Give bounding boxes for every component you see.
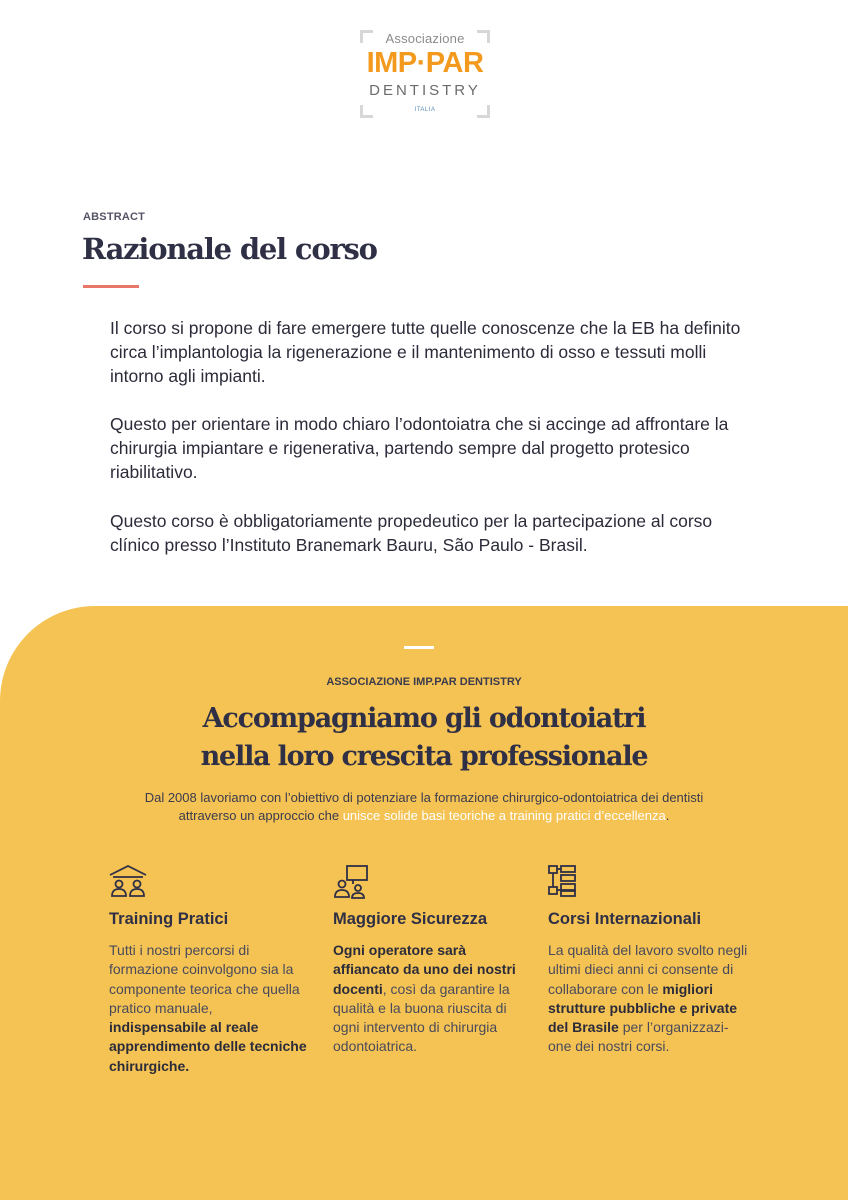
feature-safety	[333, 864, 533, 1057]
feature-text	[333, 941, 533, 1057]
feature-text-part: per l’organizzazi-one dei nostri corsi.	[548, 1019, 729, 1055]
presentation-icon	[333, 864, 373, 900]
association-eyebrow: ASSOCIAZIONE IMP.PAR DENTISTRY	[326, 676, 522, 688]
group-training-icon	[109, 864, 149, 900]
abstract-paragraph: Questo corso è obbligatoriamente propedeutico per la partecipazione al corso clínico presso l’Instituto Branemark Bauru, São Paulo - Brasil.	[110, 511, 713, 555]
abstract-paragraph: Il corso si propone di fare emergere tutte quelle conoscenze che la EB ha definito circa l’implantologia la rigenerazione e il mantenimento di osso e tessuti molli intorno agli impianti.	[110, 318, 741, 386]
logo-country-text: ITALIA	[414, 107, 436, 113]
abstract-eyebrow: ABSTRACT	[83, 211, 146, 223]
association-title	[0, 700, 848, 776]
feature-text-bold: indispensabile al reale apprendimento delle tecniche chirurgiche.	[109, 1019, 307, 1074]
abstract-title: Razionale del corso	[82, 232, 377, 266]
feature-text-part: Tutti i nostri percorsi di formazione coinvolgono sia la componente teorica che quella pratico manuale,	[109, 942, 300, 1016]
feature-title: Training Pratici	[109, 910, 229, 928]
section-divider	[404, 646, 434, 649]
association-section	[0, 606, 848, 1200]
feature-text-part: La qualità del lavoro svolto negli ultimi dieci anni ci consente di collaborare con le	[548, 942, 748, 997]
feature-text-bold: Ogni operatore sarà affiancato da uno dei nostri docenti	[333, 942, 516, 997]
intro-end: .	[665, 808, 670, 823]
feature-training	[109, 864, 309, 1076]
feature-text	[109, 941, 309, 1076]
association-intro	[120, 789, 728, 825]
association-title-line: Accompagniamo gli odontoiatri	[202, 703, 646, 734]
feature-title: Corsi Internazionali	[548, 910, 702, 928]
logo-top-text: Associazione	[385, 31, 465, 46]
feature-title: Maggiore Sicurezza	[333, 910, 488, 928]
association-logo	[360, 30, 490, 118]
intro-text: Dal 2008 lavoriamo con l’obiettivo di potenziare la formazione chirurgico-odontoiatrica dei dentisti attraverso un approccio che	[144, 790, 704, 823]
logo-main-text: IMP·PAR	[366, 47, 484, 79]
hierarchy-icon	[548, 864, 588, 900]
title-accent-divider	[83, 285, 139, 288]
feature-text-bold: migliori strutture pubbliche e private del Brasile	[548, 980, 738, 1036]
feature-text	[548, 941, 748, 1057]
logo-sub-text: DENTISTRY	[369, 82, 481, 99]
feature-international	[548, 864, 748, 1057]
association-title-line: nella loro crescita professionale	[200, 741, 648, 772]
feature-text-part: , così da garantire la qualità e la buona riuscita di ogni intervento di chirurgia odontoiatrica.	[333, 980, 510, 1055]
intro-highlight: unisce solide basi teoriche a training pratici d’eccellenza	[342, 808, 666, 823]
abstract-paragraph: Questo per orientare in modo chiaro l’odontoiatra che si accinge ad affrontare la chirurgia impiantare e rigenerativa, partendo sempre dal progetto protesico riabilitativo.	[110, 414, 729, 482]
